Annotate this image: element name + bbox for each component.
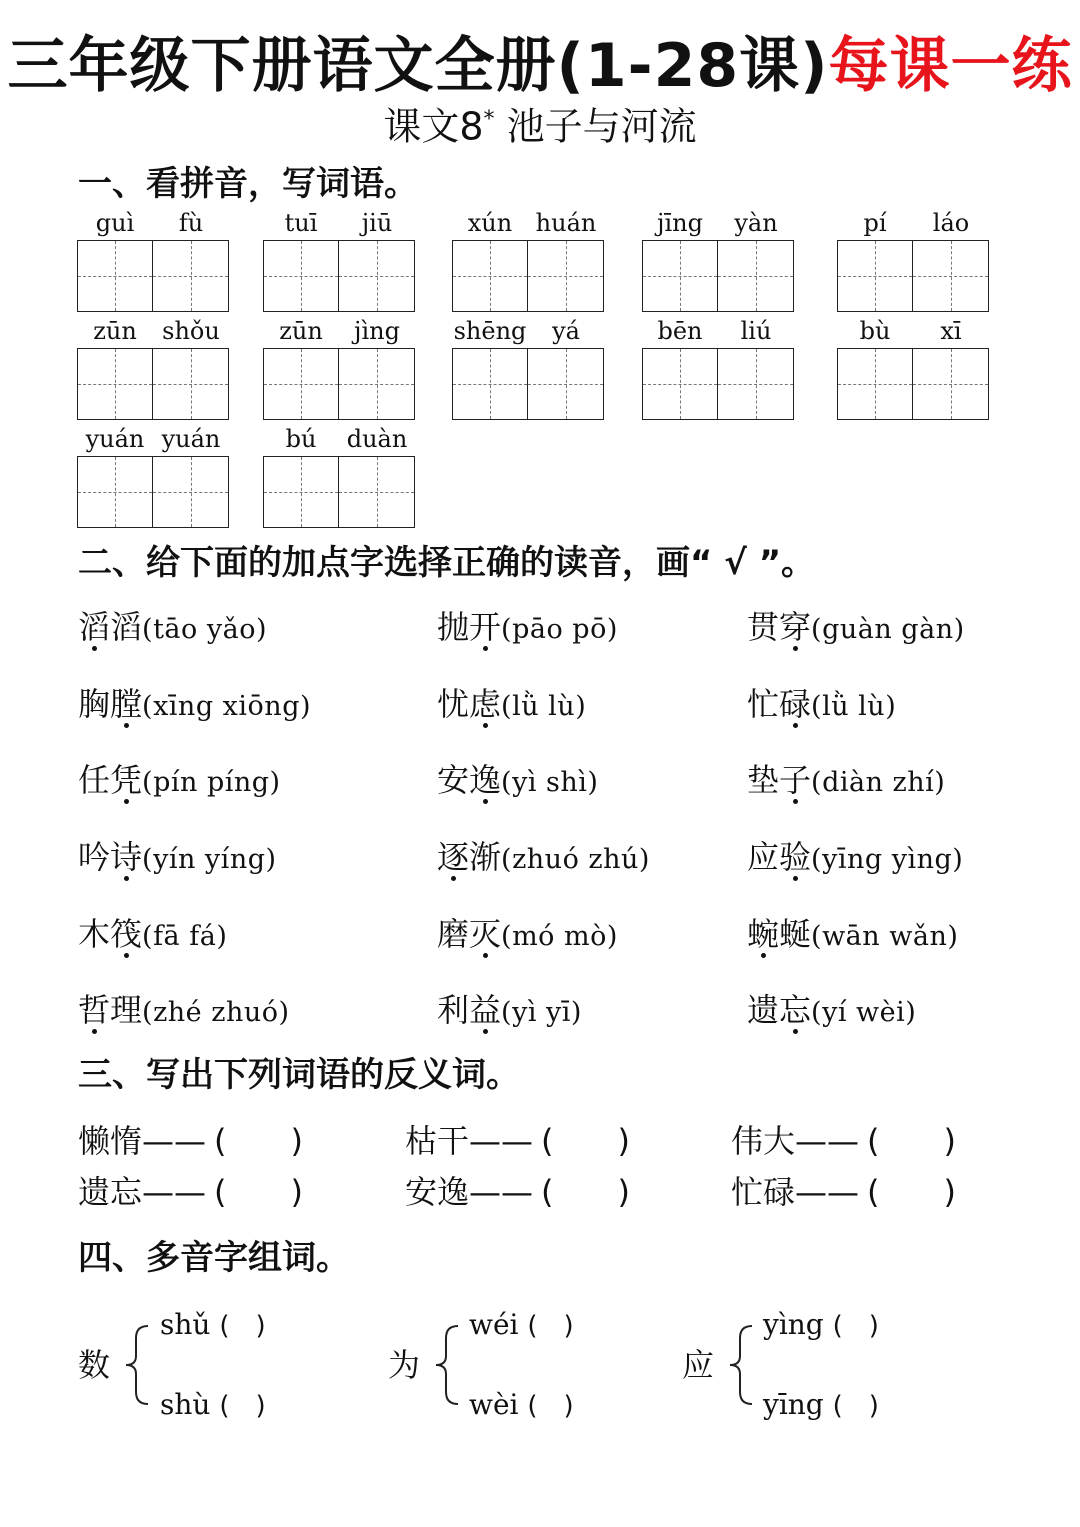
answer-blank[interactable]: ( ) — [832, 1311, 879, 1341]
pinyin-options[interactable]: (wān wǎn) — [811, 921, 959, 952]
answer-blank[interactable]: ( ) — [541, 1122, 630, 1160]
answer-blank[interactable]: ( ) — [867, 1173, 956, 1211]
pinyin-options[interactable]: (yí wèi) — [811, 997, 917, 1028]
pinyin-options[interactable]: (yì yī) — [501, 997, 582, 1028]
pinyin-syllable: xī — [940, 317, 962, 345]
antonym-item: 枯干—— ( ) — [405, 1122, 630, 1160]
writing-grid[interactable] — [452, 348, 604, 420]
pinyin-syllable: yá — [552, 317, 580, 345]
pinyin-syllable: jīng — [657, 209, 703, 237]
pinyin-syllable: zūn — [279, 317, 323, 345]
polyphone-reading: yīng ( ) — [763, 1388, 879, 1421]
lesson-name: 池子与河流 — [506, 104, 697, 149]
writing-grid[interactable] — [77, 348, 229, 420]
answer-blank[interactable]: ( ) — [527, 1391, 574, 1421]
pinyin-syllable: tuī — [284, 209, 318, 237]
pinyin-syllable: fù — [178, 209, 204, 237]
answer-blank[interactable]: ( ) — [527, 1311, 574, 1341]
reading-choice-item: 滔滔(tāo yǎo) — [78, 608, 267, 646]
antonym-item: 安逸—— ( ) — [405, 1173, 630, 1211]
polyphone-reading: wéi ( ) — [469, 1308, 574, 1341]
antonym-item: 伟大—— ( ) — [731, 1122, 956, 1160]
reading-choice-item: 利益(yì yī) — [437, 991, 582, 1029]
antonym-item: 懒惰—— ( ) — [78, 1122, 303, 1160]
lesson-subtitle — [0, 96, 1080, 151]
pinyin-syllable: zūn — [93, 317, 137, 345]
pinyin-options[interactable]: (guàn gàn) — [811, 614, 965, 645]
writing-grid[interactable] — [642, 348, 794, 420]
brace-icon — [118, 1322, 154, 1408]
answer-blank[interactable]: ( ) — [219, 1391, 266, 1421]
reading-choice-item: 木筏(fā fá) — [78, 915, 228, 953]
antonym-item: 忙碌—— ( ) — [731, 1173, 956, 1211]
reading-choice-item: 贯穿(guàn gàn) — [747, 608, 965, 646]
section2-heading: 二、给下面的加点字选择正确的读音，画“ √ ”。 — [78, 543, 816, 583]
polyphone-reading: shǔ ( ) — [160, 1308, 266, 1341]
reading-choice-item: 忙碌(lǜ lù) — [747, 685, 897, 723]
reading-choice-item: 应验(yīng yìng) — [747, 838, 964, 876]
pinyin-syllable: yàn — [734, 209, 778, 237]
polyphone-char: 为 — [388, 1346, 421, 1384]
writing-grid[interactable] — [77, 240, 229, 312]
answer-blank[interactable]: ( ) — [214, 1173, 303, 1211]
answer-blank[interactable]: ( ) — [219, 1311, 266, 1341]
pinyin-options[interactable]: (lǜ lù) — [811, 691, 897, 722]
brace-icon — [428, 1322, 464, 1408]
reading-choice-item: 哲理(zhé zhuó) — [78, 991, 290, 1029]
pinyin-options[interactable]: (lǜ lù) — [501, 691, 587, 722]
pinyin-syllable: bēn — [657, 317, 703, 345]
pinyin-syllable: bù — [859, 317, 891, 345]
writing-grid[interactable] — [77, 456, 229, 528]
pinyin-options[interactable]: (tāo yǎo) — [142, 614, 267, 645]
answer-blank[interactable]: ( ) — [214, 1122, 303, 1160]
pinyin-syllable: xún — [467, 209, 513, 237]
polyphone-char: 数 — [78, 1346, 111, 1384]
answer-blank[interactable]: ( ) — [541, 1173, 630, 1211]
pinyin-syllable: duàn — [346, 425, 408, 453]
pinyin-options[interactable]: (mó mò) — [501, 921, 618, 952]
writing-grid[interactable] — [263, 456, 415, 528]
title-highlight: 每课一练 — [828, 31, 1073, 101]
lesson-mark: * — [483, 107, 495, 132]
reading-choice-item: 蜿蜒(wān wǎn) — [747, 915, 959, 953]
polyphone-reading: yìng ( ) — [763, 1308, 879, 1341]
antonym-item: 遗忘—— ( ) — [78, 1173, 303, 1211]
pinyin-options[interactable]: (pín píng) — [142, 767, 281, 798]
reading-choice-item: 垫子(diàn zhí) — [747, 761, 946, 799]
pinyin-options[interactable]: (yīng yìng) — [811, 844, 964, 875]
pinyin-syllable: jiū — [361, 209, 393, 237]
section3-heading: 三、写出下列词语的反义词。 — [78, 1055, 520, 1095]
pinyin-options[interactable]: (xīng xiōng) — [142, 691, 312, 722]
reading-choice-item: 抛开(pāo pō) — [437, 608, 618, 646]
pinyin-syllable: guì — [95, 209, 135, 237]
pinyin-syllable: jìng — [354, 317, 400, 345]
pinyin-options[interactable]: (yín yíng) — [142, 844, 277, 875]
writing-grid[interactable] — [263, 348, 415, 420]
reading-choice-item: 吟诗(yín yíng) — [78, 838, 277, 876]
reading-choice-item: 逐渐(zhuó zhú) — [437, 838, 650, 876]
reading-choice-item: 遗忘(yí wèi) — [747, 991, 917, 1029]
polyphone-char: 应 — [682, 1346, 715, 1384]
reading-choice-item: 胸膛(xīng xiōng) — [78, 685, 312, 723]
pinyin-options[interactable]: (yì shì) — [501, 767, 599, 798]
title-main: 三年级下册语文全册(1-28课) — [7, 31, 829, 101]
answer-blank[interactable]: ( ) — [867, 1122, 956, 1160]
reading-choice-item: 忧虑(lǜ lù) — [437, 685, 587, 723]
pinyin-syllable: yuán — [161, 425, 221, 453]
writing-grid[interactable] — [263, 240, 415, 312]
writing-grid[interactable] — [837, 348, 989, 420]
reading-choice-item: 任凭(pín píng) — [78, 761, 281, 799]
reading-choice-item: 安逸(yì shì) — [437, 761, 599, 799]
lesson-number: 课文8 — [383, 104, 484, 149]
section1-heading: 一、看拼音，写词语。 — [78, 164, 418, 204]
writing-grid[interactable] — [452, 240, 604, 312]
pinyin-options[interactable]: (pāo pō) — [501, 614, 618, 645]
pinyin-options[interactable]: (fā fá) — [142, 921, 228, 952]
writing-grid[interactable] — [837, 240, 989, 312]
pinyin-syllable: láo — [932, 209, 970, 237]
pinyin-syllable: shēng — [453, 317, 527, 345]
section4-heading: 四、多音字组词。 — [78, 1238, 350, 1278]
polyphone-reading: shù ( ) — [160, 1388, 266, 1421]
pinyin-syllable: pí — [863, 209, 887, 237]
pinyin-syllable: shǒu — [162, 317, 220, 345]
pinyin-syllable: yuán — [85, 425, 145, 453]
pinyin-options[interactable]: (zhuó zhú) — [501, 844, 650, 875]
pinyin-syllable: huán — [535, 209, 597, 237]
polyphone-reading: wèi ( ) — [469, 1388, 574, 1421]
brace-icon — [722, 1322, 758, 1408]
pinyin-options[interactable]: (diàn zhí) — [811, 767, 946, 798]
answer-blank[interactable]: ( ) — [832, 1391, 879, 1421]
pinyin-options[interactable]: (zhé zhuó) — [142, 997, 290, 1028]
pinyin-syllable: liú — [740, 317, 772, 345]
page-title — [0, 30, 1080, 102]
pinyin-syllable: bú — [285, 425, 317, 453]
reading-choice-item: 磨灭(mó mò) — [437, 915, 618, 953]
writing-grid[interactable] — [642, 240, 794, 312]
